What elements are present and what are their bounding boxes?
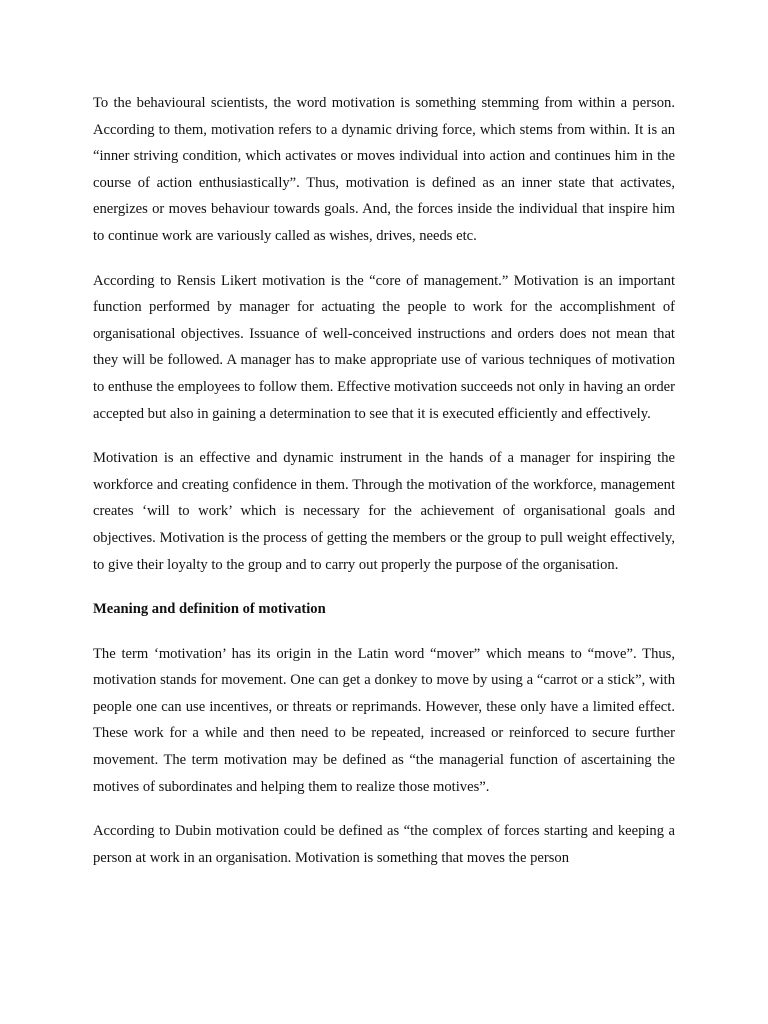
paragraph-2: According to Rensis Likert motivation is the “core of management.” Motivation is an important function performed by manager for actuating the people to work for the accomplishment of organisational objectives. Issuance of well-conceived instructions and orders does not mean that they will be followed. A manager has to make appropriate use of various techniques of motivation to enthuse the employees to follow them. Effective motivation succeeds not only in having an order accepted but also in gaining a determination to see that it is executed efficiently and effectively. — [93, 272, 675, 422]
paragraph-3: Motivation is an effective and dynamic instrument in the hands of a manager for inspiring the workforce and creating confidence in them. Through the motivation of the workforce, management creates ‘will to work’ which is necessary for the achievement of organisational goals and objectives. Motivation is the process of getting the members or the group to pull weight effectively, to give their loyalty to the group and to carry out properly the purpose of the organisation. — [93, 450, 675, 573]
paragraph-4: The term ‘motivation’ has its origin in the Latin word “mover” which means to “move”. Thus, motivation stands for movement. One can get a donkey to move by using a “carrot or a stick”, with people one can use incentives, or threats or reprimands. However, these only have a limited effect. These work for a while and then need to be repeated, increased or reinforced to secure further movement. The term motivation may be defined as “the managerial function of ascertaining the motives of subordinates and helping them to realize those motives”. — [93, 645, 675, 795]
section-heading: Meaning and definition of motivation — [93, 601, 326, 618]
paragraph-5: According to Dubin motivation could be defined as “the complex of forces starting and keeping a person at work in an organisation. Motivation is something that moves the person — [93, 823, 675, 866]
paragraph-1: To the behavioural scientists, the word motivation is something stemming from within a person. According to them, motivation refers to a dynamic driving force, which stems from within. It is an “inner striving condition, which activates or moves individual into action and continues him in the course of action enthusiastically”. Thus, motivation is defined as an inner state that activates, energizes or moves behaviour towards goals. And, the forces inside the individual that inspire him to continue work are variously called as wishes, drives, needs etc. — [93, 95, 675, 244]
document-body — [93, 90, 675, 889]
